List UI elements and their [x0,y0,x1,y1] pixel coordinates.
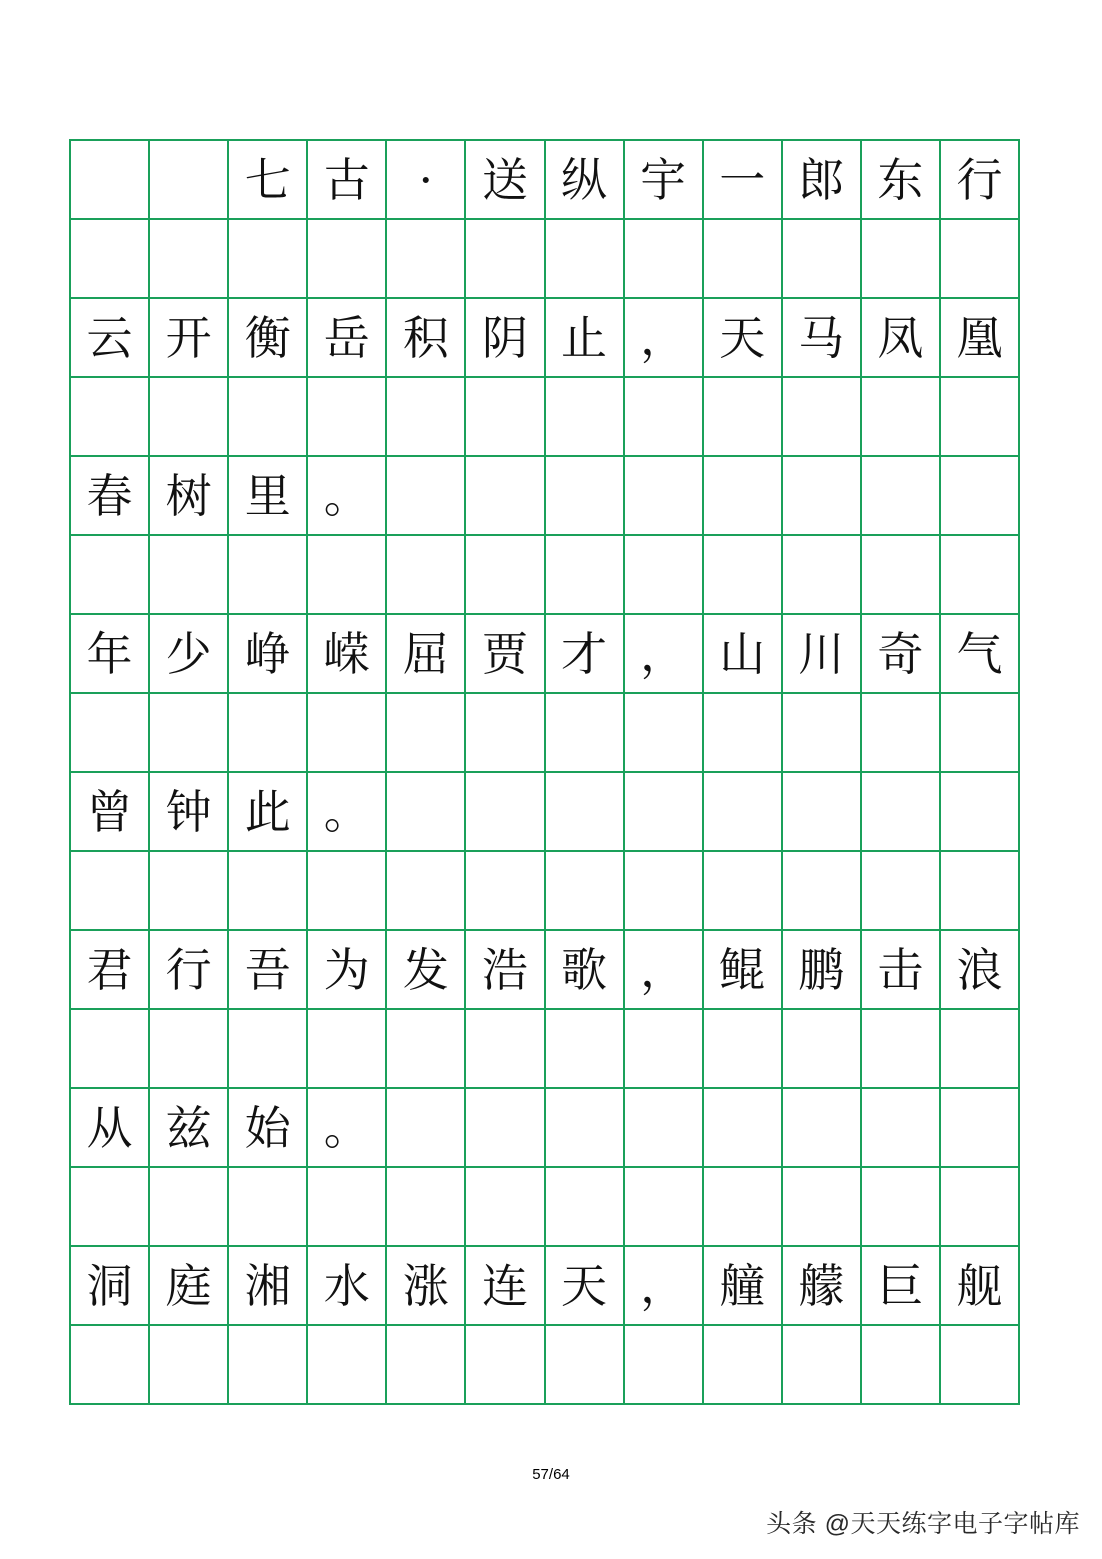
empty-cell [229,1326,308,1405]
character-cell: 凤 [862,299,941,378]
empty-cell [229,220,308,299]
character-cell: 树 [150,457,229,536]
empty-cell [783,1168,862,1247]
empty-cell [546,220,625,299]
empty-cell [308,852,387,931]
character-cell: 舰 [941,1247,1020,1326]
empty-cell [71,1168,150,1247]
character-cell: 吾 [229,931,308,1010]
empty-cell [546,457,625,536]
empty-cell [71,1010,150,1089]
empty-cell [941,694,1020,773]
empty-cell [862,1168,941,1247]
empty-cell [941,1326,1020,1405]
empty-cell [229,1010,308,1089]
character-cell: ， [625,1247,704,1326]
empty-cell [783,1089,862,1168]
empty-cell [308,378,387,457]
character-cell: 马 [783,299,862,378]
empty-cell [387,852,466,931]
empty-cell [625,536,704,615]
empty-cell [704,1089,783,1168]
empty-cell [387,536,466,615]
character-cell: 少 [150,615,229,694]
character-cell: 纵 [546,141,625,220]
character-cell: 君 [71,931,150,1010]
empty-cell [229,694,308,773]
empty-cell [625,1010,704,1089]
empty-cell [704,694,783,773]
character-cell: 始 [229,1089,308,1168]
empty-cell [625,852,704,931]
character-cell: 巨 [862,1247,941,1326]
character-cell: 天 [546,1247,625,1326]
empty-cell [704,378,783,457]
empty-cell [150,694,229,773]
empty-cell [704,1010,783,1089]
character-cell: 行 [150,931,229,1010]
empty-cell [387,457,466,536]
character-cell: 嵘 [308,615,387,694]
character-cell: 气 [941,615,1020,694]
character-cell: 发 [387,931,466,1010]
empty-cell [387,773,466,852]
empty-cell [941,378,1020,457]
empty-cell [862,220,941,299]
character-cell: 。 [308,457,387,536]
empty-cell [387,1010,466,1089]
character-cell: ， [625,931,704,1010]
empty-cell [546,1168,625,1247]
empty-cell [466,1168,545,1247]
character-cell: 东 [862,141,941,220]
character-cell: 水 [308,1247,387,1326]
empty-cell [862,457,941,536]
empty-cell [625,1089,704,1168]
character-cell: 古 [308,141,387,220]
character-cell: 阴 [466,299,545,378]
empty-cell [308,220,387,299]
character-cell: 歌 [546,931,625,1010]
character-cell: 庭 [150,1247,229,1326]
character-cell: 天 [704,299,783,378]
empty-cell [387,220,466,299]
empty-cell [308,536,387,615]
empty-cell [308,1168,387,1247]
character-cell: 郎 [783,141,862,220]
empty-cell [387,1168,466,1247]
empty-cell [150,1326,229,1405]
empty-cell [466,1089,545,1168]
empty-cell [941,457,1020,536]
empty-cell [704,220,783,299]
empty-cell [862,773,941,852]
character-cell: 峥 [229,615,308,694]
character-cell: 年 [71,615,150,694]
empty-cell [625,457,704,536]
empty-cell [466,1326,545,1405]
empty-cell [625,773,704,852]
character-cell: 云 [71,299,150,378]
page-number: 57/64 [532,1466,570,1483]
empty-cell [387,378,466,457]
empty-cell [150,852,229,931]
empty-cell [150,141,229,220]
empty-cell [466,694,545,773]
character-cell: 宇 [625,141,704,220]
character-cell: · [387,141,466,220]
empty-cell [71,852,150,931]
character-cell: 积 [387,299,466,378]
empty-cell [704,1168,783,1247]
empty-cell [308,1010,387,1089]
empty-cell [308,1326,387,1405]
character-cell: 鹏 [783,931,862,1010]
empty-cell [71,141,150,220]
watermark: 头条 @天天练字电子字帖库 [766,1510,1080,1538]
empty-cell [387,1326,466,1405]
empty-cell [625,1326,704,1405]
empty-cell [229,536,308,615]
character-cell: 涨 [387,1247,466,1326]
empty-cell [941,220,1020,299]
character-cell: 。 [308,1089,387,1168]
empty-cell [625,1168,704,1247]
empty-cell [150,220,229,299]
empty-cell [546,852,625,931]
character-cell: 一 [704,141,783,220]
character-cell: 。 [308,773,387,852]
character-cell: 山 [704,615,783,694]
empty-cell [941,1168,1020,1247]
empty-cell [150,1010,229,1089]
character-cell: 从 [71,1089,150,1168]
empty-cell [862,852,941,931]
empty-cell [466,536,545,615]
empty-cell [783,694,862,773]
empty-cell [941,773,1020,852]
empty-cell [704,457,783,536]
character-cell: 曾 [71,773,150,852]
empty-cell [783,852,862,931]
empty-cell [783,378,862,457]
empty-cell [625,378,704,457]
empty-cell [466,220,545,299]
empty-cell [546,378,625,457]
empty-cell [783,220,862,299]
character-cell: 春 [71,457,150,536]
empty-cell [71,378,150,457]
character-cell: 里 [229,457,308,536]
character-cell: 鲲 [704,931,783,1010]
character-cell: ， [625,615,704,694]
empty-cell [150,378,229,457]
empty-cell [466,378,545,457]
character-cell: 艟 [704,1247,783,1326]
empty-cell [783,1010,862,1089]
character-cell: 送 [466,141,545,220]
empty-cell [862,378,941,457]
character-cell: 浪 [941,931,1020,1010]
empty-cell [71,1326,150,1405]
empty-cell [71,220,150,299]
empty-cell [150,1168,229,1247]
empty-cell [71,536,150,615]
character-cell: 洞 [71,1247,150,1326]
character-cell: 钟 [150,773,229,852]
empty-cell [941,852,1020,931]
empty-cell [387,1089,466,1168]
empty-cell [387,694,466,773]
empty-cell [704,536,783,615]
empty-cell [546,536,625,615]
character-cell: 连 [466,1247,545,1326]
character-cell: 奇 [862,615,941,694]
character-cell: 击 [862,931,941,1010]
character-cell: 浩 [466,931,545,1010]
character-cell: 才 [546,615,625,694]
empty-cell [466,852,545,931]
empty-cell [862,1010,941,1089]
empty-cell [546,694,625,773]
empty-cell [704,1326,783,1405]
empty-cell [466,1010,545,1089]
character-cell: 此 [229,773,308,852]
character-cell: 为 [308,931,387,1010]
character-cell: 凰 [941,299,1020,378]
character-cell: 止 [546,299,625,378]
empty-cell [308,694,387,773]
empty-cell [783,536,862,615]
empty-cell [625,220,704,299]
empty-cell [704,852,783,931]
empty-cell [546,1089,625,1168]
character-cell: ， [625,299,704,378]
empty-cell [862,694,941,773]
empty-cell [941,1010,1020,1089]
character-cell: 行 [941,141,1020,220]
empty-cell [466,457,545,536]
practice-grid [69,139,1020,1405]
character-cell: 艨 [783,1247,862,1326]
empty-cell [546,773,625,852]
empty-cell [783,457,862,536]
character-cell: 川 [783,615,862,694]
character-cell: 兹 [150,1089,229,1168]
empty-cell [704,773,783,852]
empty-cell [783,1326,862,1405]
empty-cell [862,1089,941,1168]
character-cell: 贾 [466,615,545,694]
character-cell: 屈 [387,615,466,694]
empty-cell [466,773,545,852]
character-cell: 湘 [229,1247,308,1326]
empty-cell [941,536,1020,615]
empty-cell [150,536,229,615]
empty-cell [546,1010,625,1089]
character-cell: 开 [150,299,229,378]
character-cell: 七 [229,141,308,220]
empty-cell [71,694,150,773]
empty-cell [229,1168,308,1247]
empty-cell [229,378,308,457]
empty-cell [625,694,704,773]
empty-cell [229,852,308,931]
character-cell: 衡 [229,299,308,378]
character-cell: 岳 [308,299,387,378]
empty-cell [862,536,941,615]
empty-cell [941,1089,1020,1168]
empty-cell [862,1326,941,1405]
empty-cell [546,1326,625,1405]
empty-cell [783,773,862,852]
